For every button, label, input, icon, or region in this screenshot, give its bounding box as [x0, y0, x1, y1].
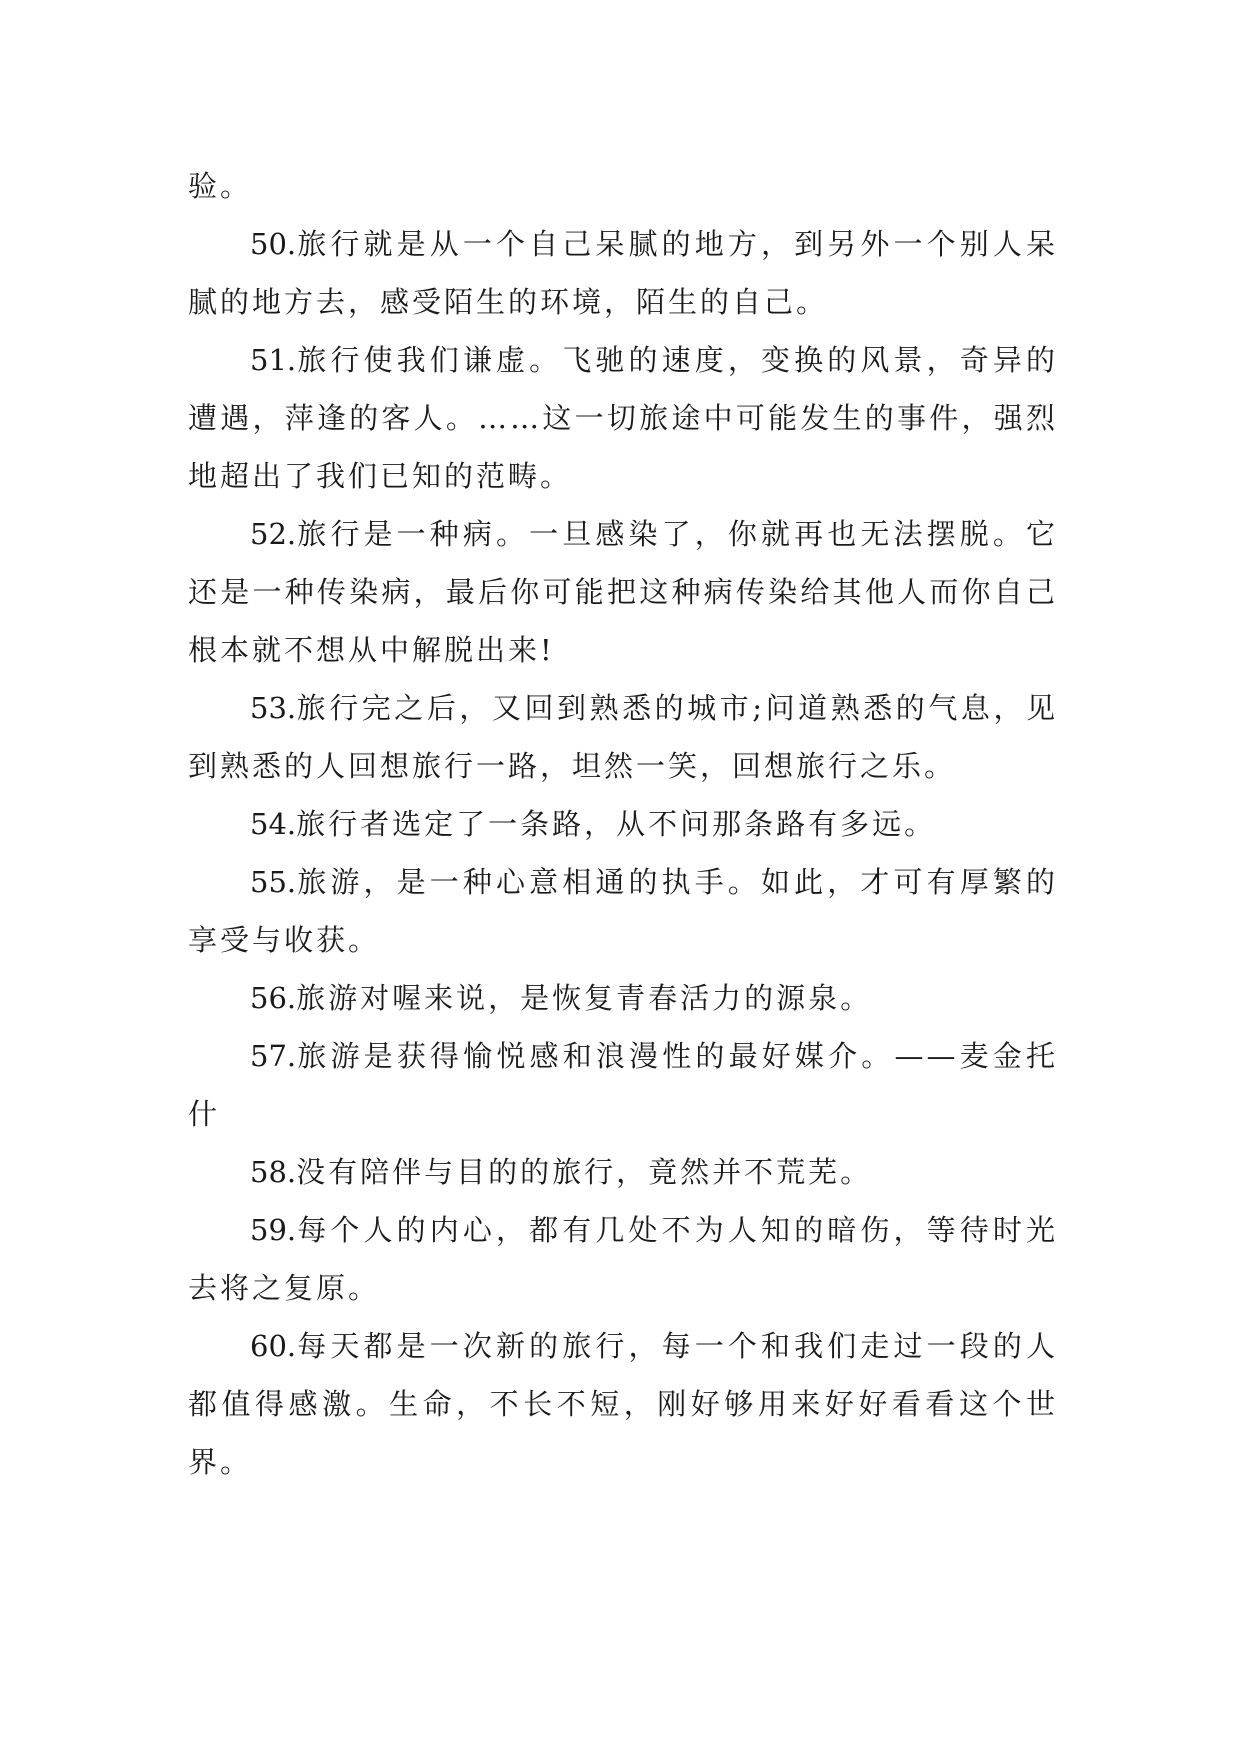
- paragraph-number: 54.: [250, 807, 297, 841]
- paragraph-text: 每天都是一次新的旅行，每一个和我们走过一段的人都值得感激。生命，不长不短，刚好够用来好好看看这个世界。: [188, 1329, 1058, 1479]
- paragraph-51: [188, 331, 1058, 505]
- paragraph-number: 55.: [250, 865, 297, 899]
- paragraph-number: 56.: [250, 981, 297, 1015]
- paragraph-text: 旅行就是从一个自己呆腻的地方，到另外一个别人呆腻的地方去，感受陌生的环境，陌生的自己。: [188, 227, 1058, 319]
- paragraph-number: 60.: [250, 1329, 297, 1363]
- paragraph-text: 旅行是一种病。一旦感染了，你就再也无法摆脱。它还是一种传染病，最后你可能把这种病传染给其他人而你自己根本就不想从中解脱出来!: [188, 517, 1058, 667]
- paragraph-text: 旅游，是一种心意相通的执手。如此，才可有厚繁的享受与收获。: [188, 865, 1058, 957]
- paragraph-number: 57.: [250, 1039, 297, 1073]
- paragraph-54: [188, 795, 1058, 853]
- paragraph-number: 50.: [250, 227, 297, 261]
- paragraph-50: [188, 215, 1058, 331]
- paragraph-60: [188, 1317, 1058, 1491]
- paragraph-59: [188, 1201, 1058, 1317]
- paragraph-text: 旅行者选定了一条路，从不问那条路有多远。: [296, 807, 937, 841]
- paragraph-58: [188, 1143, 1058, 1201]
- paragraph-56: [188, 969, 1058, 1027]
- paragraph-text: 旅行使我们谦虚。飞驰的速度，变换的风景，奇异的遭遇，萍逢的客人。……这一切旅途中可能发生的事件，强烈地超出了我们已知的范畴。: [188, 343, 1058, 493]
- paragraph-number: 58.: [250, 1155, 297, 1189]
- paragraph-number: 51.: [250, 343, 297, 377]
- paragraph-text: 旅行完之后，又回到熟悉的城市;问道熟悉的气息，见到熟悉的人回想旅行一路，坦然一笑，回想旅行之乐。: [188, 691, 1058, 783]
- paragraph-text: 每个人的内心，都有几处不为人知的暗伤，等待时光去将之复原。: [188, 1213, 1058, 1305]
- paragraph-text: 旅游是获得愉悦感和浪漫性的最好媒介。——麦金托什: [188, 1039, 1058, 1131]
- paragraph-continuation: [188, 157, 1058, 215]
- paragraph-55: [188, 853, 1058, 969]
- document-page: [188, 157, 1058, 1491]
- paragraph-number: 52.: [250, 517, 297, 551]
- paragraph-text: 旅游对喔来说，是恢复青春活力的源泉。: [296, 981, 873, 1015]
- paragraph-57: [188, 1027, 1058, 1143]
- paragraph-53: [188, 679, 1058, 795]
- paragraph-number: 59.: [250, 1213, 297, 1247]
- paragraph-text: 没有陪伴与目的的旅行，竟然并不荒芜。: [296, 1155, 873, 1189]
- paragraph-52: [188, 505, 1058, 679]
- paragraph-text: 验。: [188, 169, 253, 203]
- paragraph-number: 53.: [250, 691, 297, 725]
